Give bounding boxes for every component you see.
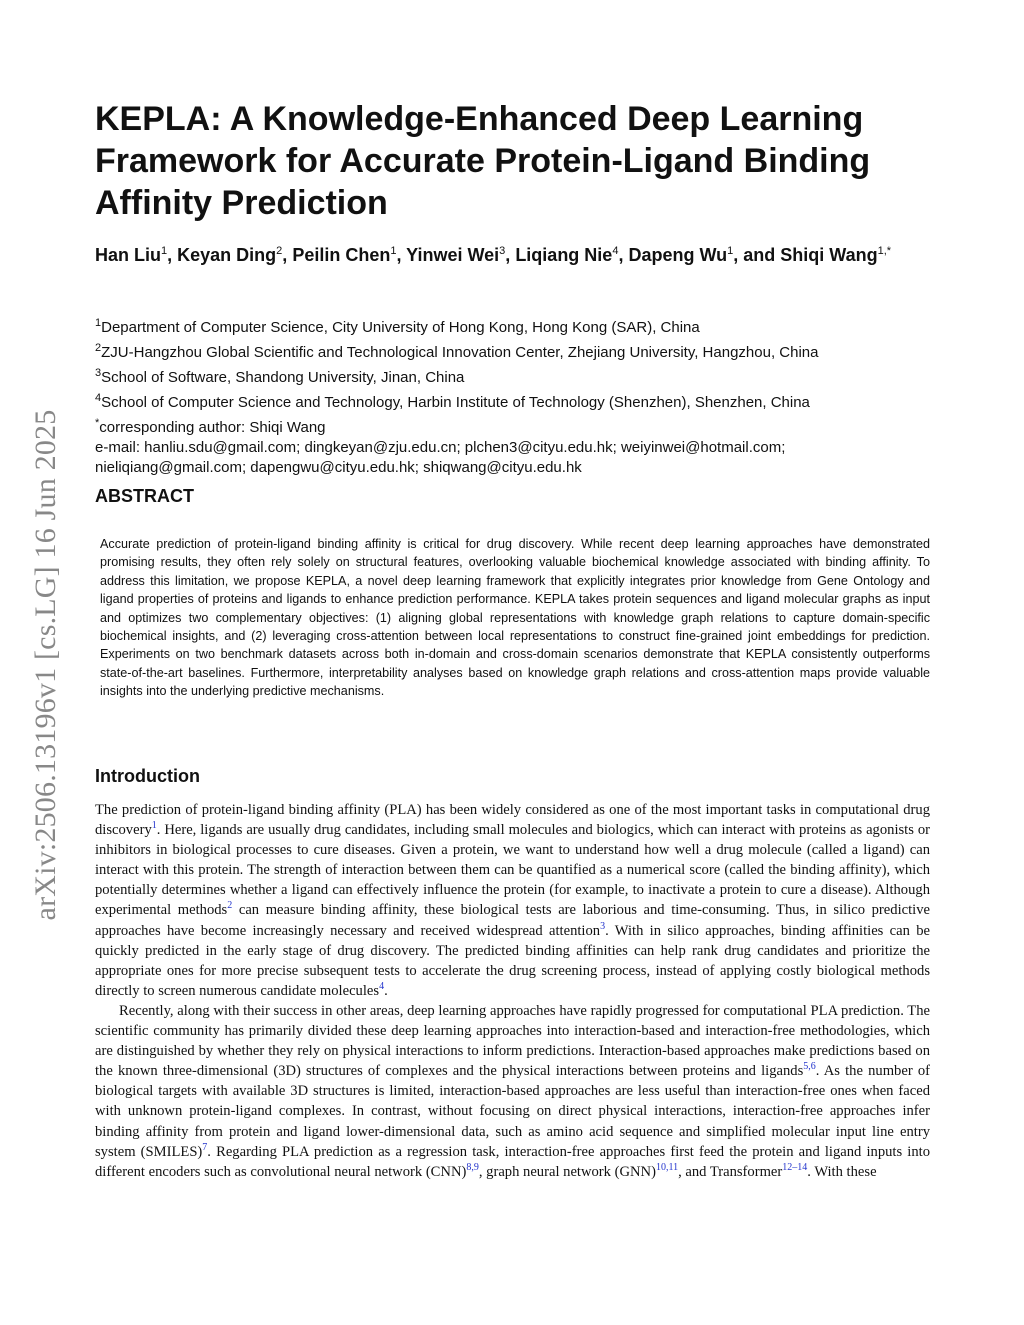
author-name: Han Liu — [95, 245, 161, 265]
affiliation-mark: 3 — [499, 245, 506, 257]
affiliation-mark: 1,* — [877, 245, 892, 257]
abstract-heading: ABSTRACT — [95, 486, 194, 506]
citation-link[interactable]: 3 — [600, 920, 606, 932]
abstract-text: Accurate prediction of protein-ligand binding affinity is critical for drug discovery. While recent deep learning approaches have demonstrated promising results, they often rely solely on structural features, overlooking valuable biochemical knowledge associated with binding affinity. To address this limitation, we propose KEPLA, a novel deep learning framework that explicitly integrates prior knowledge from Gene Ontology and ligand properties of proteins and ligands to enhance prediction performance. KEPLA takes protein sequences and ligand molecular graphs as input and optimizes two complementary objectives: (1) aligning global representations with knowledge graph relations to capture domain-specific biochemical insights, and (2) leveraging cross-attention between local representations to construct fine-grained joint embeddings for prediction. Experiments on two benchmark datasets across both in-domain and cross-domain scenarios demonstrate that KEPLA consistently outperforms state-of-the-art baselines. Furthermore, interpretability analyses based on knowledge graph relations and cross-attention maps provide valuable insights into the underlying predictive mechanisms. — [100, 537, 930, 699]
author-list: Han Liu$^1$, Keyan Ding$^2$, Peilin Chen$^1$, Yinwei Wei$^3$, Liqiang Nie$^4$, Dapeng Wu$^1$, and Shiqi Wang$^{1,*}$ — [95, 245, 892, 265]
affiliation-line: $^2$ZJU-Hangzhou Global Scientific and Technological Innovation Center, Zhejiang University, Hangzhou, China — [95, 342, 819, 361]
affiliation-line: $^3$School of Software, Shandong University, Jinan, China — [95, 367, 465, 386]
citation-link[interactable]: 7 — [202, 1141, 208, 1153]
author-name: Keyan Ding — [177, 245, 277, 265]
citation-link[interactable]: 5,6 — [803, 1061, 816, 1073]
paragraph: Recently, along with their success in other areas, deep learning approaches have rapidly progressed for computational PLA prediction. The scientific community has primarily divided these deep learning approaches into interaction-based and interaction-free methodologies, which are distinguished by whether they rely on physical interactions to inform predictions. Interaction-based approaches make predictions based on the known three-dimensional (3D) structures of complexes and the physical interactions between proteins and ligands$^{5,6}$. As the number of biological targets with available 3D structures is limited, interaction-based approaches are less useful than interaction-free ones when faced with unknown protein-ligand complexes. In contrast, without focusing on direct physical interactions, interaction-free approaches infer binding affinity from protein and ligand lower-dimensional data, such as amino acid sequence and simplified molecular input line entry system (SMILES)$^7$. Regarding PLA prediction as a regression task, interaction-free approaches first feed the protein and ligand inputs into different encoders such as convolutional neural network (CNN)$^{8,9}$, graph neural network (GNN)$^{10,11}$, and Transformer$^{12-14}$. With these — [95, 1002, 930, 1180]
email-line[interactable]: nieliqiang@gmail.com; dapengwu@cityu.edu.hk; shiqwang@cityu.edu.hk — [95, 459, 582, 476]
author-name: Dapeng Wu — [628, 245, 728, 265]
introduction-body — [95, 800, 930, 1182]
citation-link[interactable]: 10,11 — [655, 1161, 679, 1173]
affiliation-line: *corresponding author: Shiqi Wang — [95, 417, 326, 436]
citation-link[interactable]: 1 — [151, 820, 157, 832]
author-name: Shiqi Wang — [780, 245, 878, 265]
citation-link[interactable]: 12–14 — [782, 1161, 808, 1173]
author-name: Liqiang Nie — [515, 245, 613, 265]
citation-link[interactable]: 8,9 — [466, 1161, 479, 1173]
affiliations — [95, 313, 945, 478]
affiliation-mark: 2 — [276, 245, 283, 257]
citation-link[interactable]: 4 — [379, 980, 385, 992]
author-name: Yinwei Wei — [406, 245, 500, 265]
affiliation-mark: 4 — [612, 245, 619, 257]
affiliation-mark: 1 — [727, 245, 734, 257]
citation-link[interactable]: 2 — [227, 900, 233, 912]
affiliation-mark: 1 — [390, 245, 397, 257]
author-name: Peilin Chen — [292, 245, 391, 265]
affiliation-line: $^1$Department of Computer Science, City University of Hong Kong, Hong Kong (SAR), China — [95, 317, 700, 336]
introduction-heading: Introduction — [95, 766, 200, 786]
affiliation-line: $^4$School of Computer Science and Technology, Harbin Institute of Technology (Shenzhen), Shenzhen, China — [95, 392, 810, 411]
paper-title: KEPLA: A Knowledge-Enhanced Deep Learning Framework for Accurate Protein-Ligand Binding Affinity Prediction — [95, 100, 871, 222]
arxiv-identifier[interactable]: arXiv:2506.13196v1 [cs.LG] 16 Jun 2025 — [29, 409, 62, 921]
email-line[interactable]: e-mail: hanliu.sdu@gmail.com; dingkeyan@zju.edu.cn; plchen3@cityu.edu.hk; weiyinwei@hotmail.com; — [95, 439, 786, 456]
paragraph: The prediction of protein-ligand binding affinity (PLA) has been widely considered as one of the most important tasks in computational drug discovery$^1$. Here, ligands are usually drug candidates, including small molecules and biologics, which can interact with proteins as agonists or inhibitors in biological processes to cure diseases. Given a protein, we want to understand how well a drug molecule (called a ligand) can interact with this protein. The strength of interaction between them can be quantified as a numerical score (called the binding affinity), which potentially determines whether a ligand can effectively influence the protein (for example, to inactivate a protein to cure a disease). Although experimental methods$^2$ can measure binding affinity, these biological tests are laborious and time-consuming. Thus, in silico predictive approaches have become increasingly necessary and received widespread attention$^3$. With in silico approaches, binding affinities can be quickly predicted in the early stage of drug discovery. The predicted binding affinities can help rank drug candidates and prioritize the appropriate ones for more precise subsequent tests to accelerate the drug screening process, instead of applying costly biological methods directly to screen numerous candidate molecules$^4$. — [95, 802, 930, 999]
affiliation-mark: 1 — [161, 245, 168, 257]
